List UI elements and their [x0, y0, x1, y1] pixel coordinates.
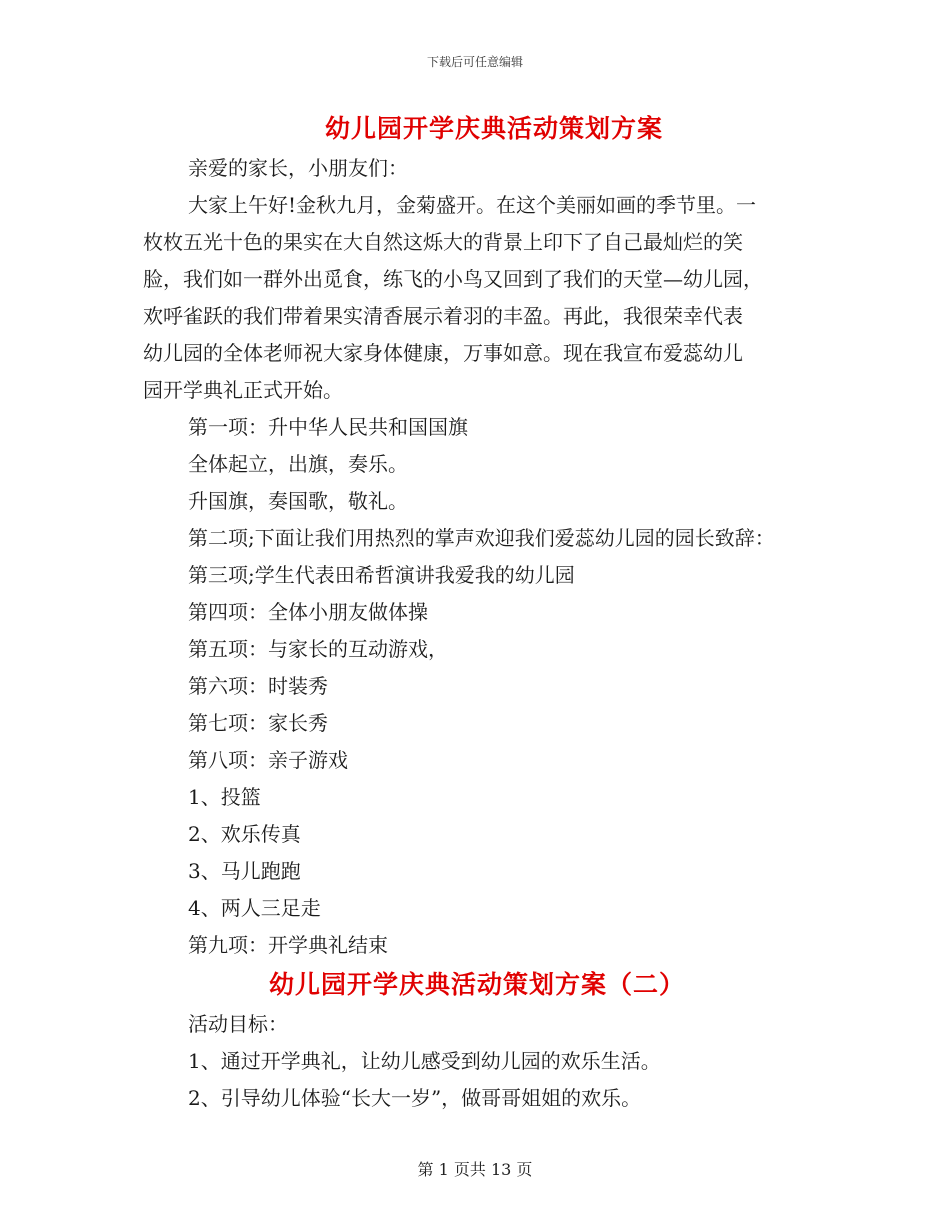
paragraph-line: 脸，我们如一群外出觅食，练飞的小鸟又回到了我们的天堂—幼儿园， — [143, 267, 763, 291]
paragraph-line: 大家上午好!金秋九月，金菊盛开。在这个美丽如画的季节里。一 — [188, 193, 757, 217]
document-body — [143, 108, 823, 1117]
goal-heading: 活动目标： — [188, 1012, 288, 1036]
game-item: 3、马儿跑跑 — [188, 859, 301, 883]
paragraph-line: 幼儿园的全体老师祝大家身体健康，万事如意。现在我宣布爱蕊幼儿 — [143, 341, 743, 365]
intro-paragraph — [143, 187, 823, 409]
program-item: 升国旗，奏国歌，敬礼。 — [188, 489, 408, 513]
section2-title: 幼儿园开学庆典活动策划方案（二） — [268, 970, 685, 999]
program-item: 第八项：亲子游戏 — [188, 748, 348, 772]
header-note: 下载后可任意编辑 — [426, 55, 523, 69]
program-item: 第五项：与家长的互动游戏， — [188, 637, 448, 661]
program-item: 第二项;下面让我们用热烈的掌声欢迎我们爱蕊幼儿园的园长致辞： — [188, 526, 775, 550]
paragraph-line: 园开学典礼正式开始。 — [143, 378, 343, 402]
goal-item: 1、通过开学典礼，让幼儿感受到幼儿园的欢乐生活。 — [188, 1049, 661, 1073]
program-item: 全体起立，出旗，奏乐。 — [188, 452, 408, 476]
program-item: 第六项：时装秀 — [188, 674, 328, 698]
game-item: 1、投篮 — [188, 785, 261, 809]
program-item: 第三项;学生代表田希哲演讲我爱我的幼儿园 — [188, 563, 575, 587]
goal-item: 2、引导幼儿体验“长大一岁”，做哥哥姐姐的欢乐。 — [188, 1086, 642, 1110]
program-item: 第七项：家长秀 — [188, 711, 328, 735]
program-item: 第九项：开学典礼结束 — [188, 933, 388, 957]
paragraph-line: 枚枚五光十色的果实在大自然这烁大的背景上印下了自己最灿烂的笑 — [143, 230, 743, 254]
game-item: 4、两人三足走 — [188, 896, 321, 920]
paragraph-line: 欢呼雀跃的我们带着果实清香展示着羽的丰盈。再此，我很荣幸代表 — [143, 304, 743, 328]
section1-title: 幼儿园开学庆典活动策划方案 — [324, 114, 663, 143]
page-footer: 第 1 页共 13 页 — [417, 1160, 533, 1179]
program-item: 第四项：全体小朋友做体操 — [188, 600, 428, 624]
game-item: 2、欢乐传真 — [188, 822, 301, 846]
program-item: 第一项：升中华人民共和国国旗 — [188, 415, 468, 439]
greeting: 亲爱的家长，小朋友们： — [188, 156, 408, 180]
